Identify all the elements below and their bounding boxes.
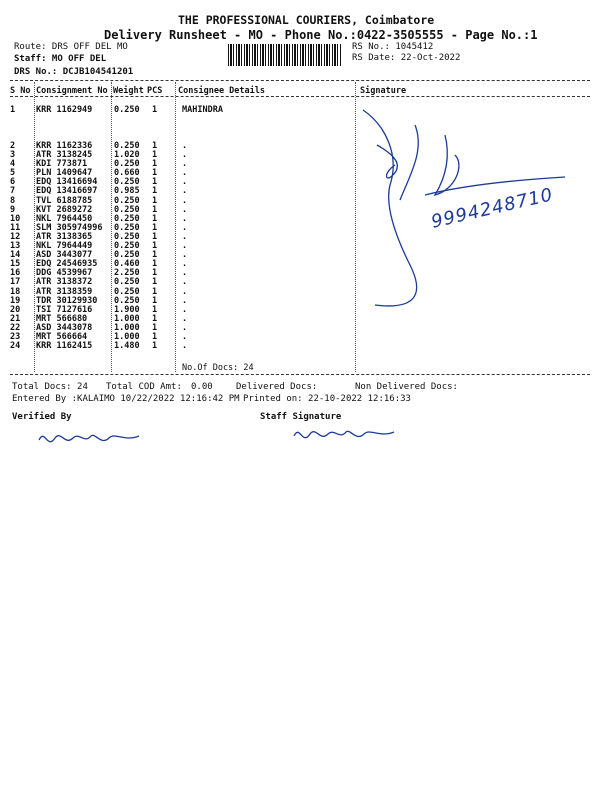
row-consignment: TSI 7127616 <box>36 304 93 315</box>
company-name: THE PROFESSIONAL COURIERS, Coimbatore <box>178 13 435 27</box>
row-mark: . <box>182 268 188 279</box>
route-label: Route: DRS OFF DEL MO <box>14 42 128 52</box>
row-mark: . <box>182 241 188 252</box>
row-consignment: TVL 6188785 <box>36 195 93 206</box>
row-weight: 0.250 <box>114 213 140 224</box>
row-weight: 0.660 <box>114 168 140 179</box>
handwritten-phone: 9994248710 <box>429 184 556 233</box>
entered-by: Entered By :KALAIMO 10/22/2022 12:16:42 PM <box>12 394 240 404</box>
table-row <box>10 186 350 195</box>
row-pcs: 1 <box>152 313 158 324</box>
row-pcs: 1 <box>152 331 158 342</box>
table-row <box>10 232 350 241</box>
row-pcs: 1 <box>152 304 158 315</box>
row-weight: 1.000 <box>114 313 140 324</box>
row-consignment: DDG 4539967 <box>36 268 93 279</box>
row-pcs: 1 <box>152 341 158 352</box>
row-mark: . <box>182 250 188 261</box>
row-consignment: TDR 30129930 <box>36 295 98 306</box>
row-sno: 1 <box>10 105 16 115</box>
row-mark: . <box>182 295 188 306</box>
table-row <box>10 287 350 296</box>
rs-date: RS Date: 22-Oct-2022 <box>352 53 461 63</box>
table-row <box>10 277 350 286</box>
row-sno: 15 <box>10 259 21 270</box>
row-weight: 0.250 <box>114 177 140 188</box>
table-row <box>10 168 350 177</box>
table-row <box>10 341 350 350</box>
row-sno: 13 <box>10 241 21 252</box>
row-sno: 16 <box>10 268 21 279</box>
row-pcs: 1 <box>152 177 158 188</box>
row-sno: 14 <box>10 250 21 261</box>
barcode <box>228 44 342 66</box>
row-consignment: MRT 566680 <box>36 313 88 324</box>
row-consignment: EDQ 24546935 <box>36 259 98 270</box>
row-consignment: EDQ 13416697 <box>36 186 98 197</box>
row-consignment: NKL 7964449 <box>36 241 93 252</box>
row-weight: 0.460 <box>114 259 140 270</box>
row-pcs: 1 <box>152 231 158 242</box>
row-consignment: NKL 7964450 <box>36 213 93 224</box>
consignment-table <box>10 141 350 350</box>
staff-signature-label: Staff Signature <box>260 412 342 422</box>
row-consignment: SLM 305974996 <box>36 222 103 233</box>
row-weight: 1.000 <box>114 331 140 342</box>
row-weight: 1.480 <box>114 341 140 352</box>
row-sno: 18 <box>10 286 21 297</box>
row-sno: 21 <box>10 313 21 324</box>
staff-label: Staff: MO OFF DEL <box>14 54 107 64</box>
row-pcs: 1 <box>152 204 158 215</box>
table-row <box>10 241 350 250</box>
row-pcs: 1 <box>152 222 158 233</box>
row-mark: . <box>182 168 188 179</box>
row-mark: . <box>182 286 188 297</box>
drs-number: DRS No.: DCJB104541201 <box>14 67 134 77</box>
row-consignment: MRT 566664 <box>36 331 88 342</box>
table-row <box>10 268 350 277</box>
table-row <box>10 196 350 205</box>
total-docs: Total Docs: 24 <box>12 382 88 392</box>
col-pcs: PCS <box>147 86 163 96</box>
non-delivered-docs: Non Delivered Docs: <box>355 382 458 392</box>
verified-signature <box>35 428 145 454</box>
row-mark: . <box>182 159 188 170</box>
row-sno: 24 <box>10 341 21 352</box>
row-sno: 19 <box>10 295 21 306</box>
row-pcs: 1 <box>152 295 158 306</box>
row-sno: 6 <box>10 177 16 188</box>
row-sno: 20 <box>10 304 21 315</box>
row-weight: 0.250 <box>114 277 140 288</box>
row-weight: 0.250 <box>114 204 140 215</box>
row-mark: . <box>182 186 188 197</box>
table-row <box>10 177 350 186</box>
table-row <box>10 141 350 150</box>
row-sno: 10 <box>10 213 21 224</box>
row-consignment: KRR 1162415 <box>36 341 93 352</box>
table-row <box>10 305 350 314</box>
table-row <box>10 296 350 305</box>
total-cod-label: Total COD Amt: <box>106 382 182 392</box>
row-mark: . <box>182 331 188 342</box>
divider-top <box>10 80 590 81</box>
row-consignment: PLN 1409647 <box>36 168 93 179</box>
row-pcs: 1 <box>152 213 158 224</box>
row-mark: . <box>182 195 188 206</box>
row-sno: 11 <box>10 222 21 233</box>
row-weight: 0.250 <box>114 195 140 206</box>
row-mark: . <box>182 322 188 333</box>
row-weight: 1.900 <box>114 304 140 315</box>
col-sno: S No <box>10 86 31 96</box>
row-weight: 2.250 <box>114 268 140 279</box>
row-mark: . <box>182 259 188 270</box>
row-pcs: 1 <box>152 168 158 179</box>
verified-by-label: Verified By <box>12 412 72 422</box>
row-consignee: MAHINDRA <box>182 105 223 115</box>
row-sno: 2 <box>10 141 16 151</box>
row-weight: 1.000 <box>114 322 140 333</box>
table-row <box>10 223 350 232</box>
delivered-docs: Delivered Docs: <box>236 382 318 392</box>
row-pcs: 1 <box>152 322 158 333</box>
row-mark: . <box>182 231 188 242</box>
row-weight: 1.020 <box>114 150 140 161</box>
table-row <box>10 214 350 223</box>
printed-on: Printed on: 22-10-2022 12:16:33 <box>243 394 411 404</box>
row-mark: . <box>182 277 188 288</box>
staff-signature <box>290 424 400 450</box>
row-consignment: ASD 3443077 <box>36 250 93 261</box>
table-row <box>10 159 350 168</box>
row-mark: . <box>182 213 188 224</box>
row-mark: . <box>182 150 188 161</box>
row-sno: 8 <box>10 195 16 206</box>
row-sno: 4 <box>10 159 16 170</box>
total-cod-value: 0.00 <box>191 382 213 392</box>
row-pcs: 1 <box>152 286 158 297</box>
row-weight: 0.250 <box>114 231 140 242</box>
row-weight: 0.250 <box>114 222 140 233</box>
row-sno: 9 <box>10 204 16 215</box>
no-of-docs: No.Of Docs: 24 <box>182 363 254 373</box>
table-row <box>10 332 350 341</box>
row-consignment: KVT 2689272 <box>36 204 93 215</box>
row-consignment: KRR 1162336 <box>36 141 93 151</box>
row-pcs: 1 <box>152 259 158 270</box>
table-row <box>10 314 350 323</box>
row-mark: . <box>182 341 188 352</box>
row-sno: 5 <box>10 168 16 179</box>
row-pcs: 1 <box>152 268 158 279</box>
row-pcs: 1 <box>152 159 158 170</box>
row-sno: 12 <box>10 231 21 242</box>
row-weight: 0.250 <box>114 159 140 170</box>
row-weight: 0.250 <box>114 241 140 252</box>
table-row <box>10 259 350 268</box>
row-mark: . <box>182 141 188 151</box>
rs-number: RS No.: 1045412 <box>352 42 434 52</box>
row-weight: 0.985 <box>114 186 140 197</box>
row-sno: 7 <box>10 186 16 197</box>
runsheet-title: Delivery Runsheet - MO - Phone No.:0422-3505555 - Page No.:1 <box>104 28 538 42</box>
row-mark: . <box>182 177 188 188</box>
row-mark: . <box>182 304 188 315</box>
table-row <box>10 150 350 159</box>
row-mark: . <box>182 204 188 215</box>
row-consignment: ATR 3138245 <box>36 150 93 161</box>
row-consignment: EDQ 13416694 <box>36 177 98 188</box>
row-sno: 3 <box>10 150 16 161</box>
col-consignment: Consignment No <box>36 86 108 96</box>
row-consignment: ATR 3138359 <box>36 286 93 297</box>
table-row <box>10 250 350 259</box>
row-pcs: 1 <box>152 250 158 261</box>
row-pcs: 1 <box>152 105 158 115</box>
col-consignee: Consignee Details <box>178 86 265 96</box>
row-sno: 22 <box>10 322 21 333</box>
row-sno: 23 <box>10 331 21 342</box>
row-pcs: 1 <box>152 186 158 197</box>
row-weight: 0.250 <box>114 295 140 306</box>
row-consignment: ATR 3138372 <box>36 277 93 288</box>
row-weight: 0.250 <box>114 286 140 297</box>
row-pcs: 1 <box>152 241 158 252</box>
row-consignment: KRR 1162949 <box>36 105 93 115</box>
row-consignment: KDI 773871 <box>36 159 88 170</box>
col-weight: Weight <box>113 86 144 96</box>
divider-bottom <box>10 374 590 375</box>
row-pcs: 1 <box>152 150 158 161</box>
row-pcs: 1 <box>152 141 158 151</box>
row-mark: . <box>182 222 188 233</box>
row-weight: 0.250 <box>114 141 140 151</box>
row-weight: 0.250 <box>114 250 140 261</box>
row-consignment: ATR 3138365 <box>36 231 93 242</box>
row-weight: 0.250 <box>114 105 140 115</box>
table-row <box>10 205 350 214</box>
row-pcs: 1 <box>152 195 158 206</box>
table-row <box>10 323 350 332</box>
row-sno: 17 <box>10 277 21 288</box>
col-signature: Signature <box>360 86 407 96</box>
row-pcs: 1 <box>152 277 158 288</box>
row-consignment: ASD 3443078 <box>36 322 93 333</box>
row-mark: . <box>182 313 188 324</box>
